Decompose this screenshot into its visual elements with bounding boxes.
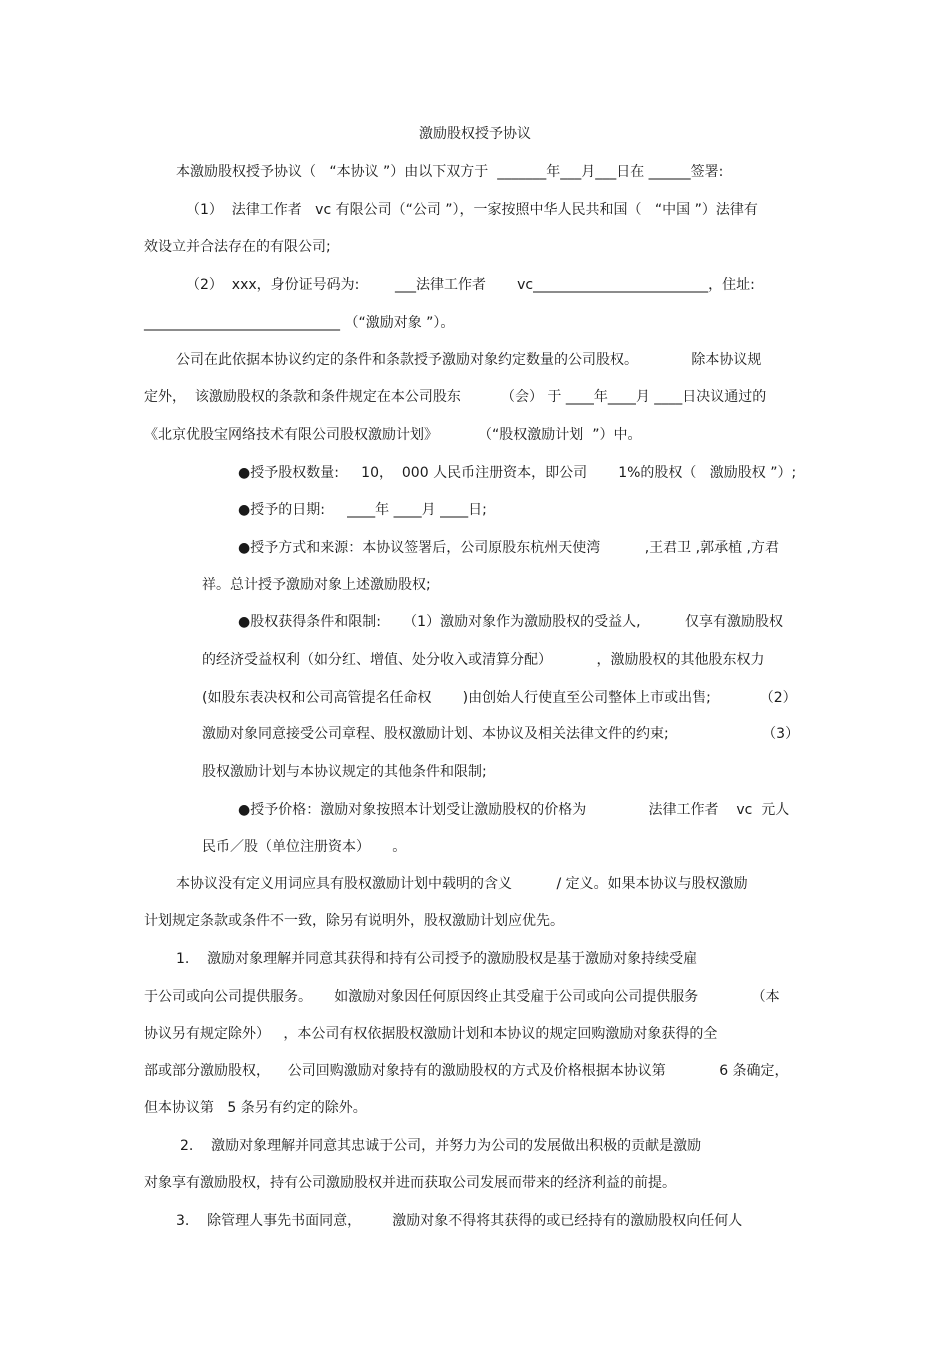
bullet-price-line-1: ●授予价格：激励对象按照本计划受让激励股权的价格为 法律工作者 vc 元人 (238, 802, 790, 818)
bullet-quantity: ●授予股权数量: 10， 000 人民币注册资本，即公司 1%的股权（ 激励股权 ”）; (238, 465, 797, 481)
clause-2-line-2: 对象享有激励股权，持有公司激励股权并进而获取公司发展而带来的经济利益的前提。 (144, 1175, 676, 1191)
clause-1-line-5: 但本协议第 5 条另有约定的除外。 (144, 1100, 367, 1116)
bullet-date: ●授予的日期: ____年 ____月 ____日; (238, 502, 487, 518)
definitions-line-1: 本协议没有定义用词应具有股权激励计划中载明的含义 / 定义。如果本协议与股权激励 (176, 876, 748, 892)
bullet-source-line-1: ●授予方式和来源：本协议签署后，公司原股东杭州天使湾 ,王君卫 ,郭承植 ,方君 (238, 540, 779, 556)
intro-line: 本激励股权授予协议（ “本协议 ”）由以下双方于 _______年___月___日在 ______签署: (176, 164, 724, 180)
clause-2-line-1: 2. 激励对象理解并同意其忠诚于公司，并努力为公司的发展做出积极的贡献是激励 (180, 1138, 702, 1154)
definitions-line-2: 计划规定条款或条件不一致，除另有说明外，股权激励计划应优先。 (144, 913, 564, 929)
grant-paragraph-line-1: 公司在此依据本协议约定的条件和条款授予激励对象约定数量的公司股权。 除本协议规 (176, 352, 762, 368)
bullet-price-line-2: 民币／股（单位注册资本） 。 (202, 839, 407, 855)
bullet-conditions-line-5: 股权激励计划与本协议规定的其他条件和限制; (202, 764, 487, 780)
party-1-line-1: （1） 法律工作者 vc 有限公司（“公司 ”），一家按照中华人民共和国（ “中国 ”）法律有 (186, 202, 758, 218)
bullet-conditions-line-2: 的经济受益权利（如分红、增值、处分收入或清算分配） ，激励股权的其他股东权力 (202, 652, 765, 668)
clause-1-line-3: 协议另有规定除外） ，本公司有权依据股权激励计划和本协议的规定回购激励对象获得的全 (144, 1026, 718, 1042)
bullet-source-line-2: 祥。总计授予激励对象上述激励股权; (202, 577, 431, 593)
party-1-line-2: 效设立并合法存在的有限公司; (144, 239, 331, 255)
bullet-conditions-line-3: (如股东表决权和公司高管提名任命权 )由创始人行使直至公司整体上市或出售; （2） (202, 690, 797, 706)
bullet-conditions-line-1: ●股权获得条件和限制: （1）激励对象作为激励股权的受益人, 仅享有激励股权 (238, 614, 784, 630)
clause-1-line-4: 部或部分激励股权， 公司回购激励对象持有的激励股权的方式及价格根据本协议第 6 条确定， (144, 1063, 789, 1079)
grant-paragraph-line-3: 《北京优股宝网络技术有限公司股权激励计划》 （“股权激励计划 ”）中。 (144, 427, 642, 443)
party-2-line-2: ____________________________ （“激励对象 ”）。 (144, 315, 455, 331)
party-2-line-1: （2） xxx，身份证号码为: ___法律工作者 vc_________________________，住址: (186, 277, 755, 293)
bullet-conditions-line-4: 激励对象同意接受公司章程、股权激励计划、本协议及相关法律文件的约束; （3） (202, 726, 800, 742)
clause-1-line-1: 1. 激励对象理解并同意其获得和持有公司授予的激励股权是基于激励对象持续受雇 (176, 951, 698, 967)
clause-1-line-2: 于公司或向公司提供服务。 如激励对象因任何原因终止其受雇于公司或向公司提供服务 （本 (144, 989, 780, 1005)
clause-3-line-1: 3. 除管理人事先书面同意， 激励对象不得将其获得的或已经持有的激励股权向任何人 (176, 1213, 743, 1229)
document-title: 激励股权授予协议 (419, 126, 531, 142)
grant-paragraph-line-2: 定外， 该激励股权的条款和条件规定在本公司股东 （会） 于 ____年____月 ____日决议通过的 (144, 389, 767, 405)
